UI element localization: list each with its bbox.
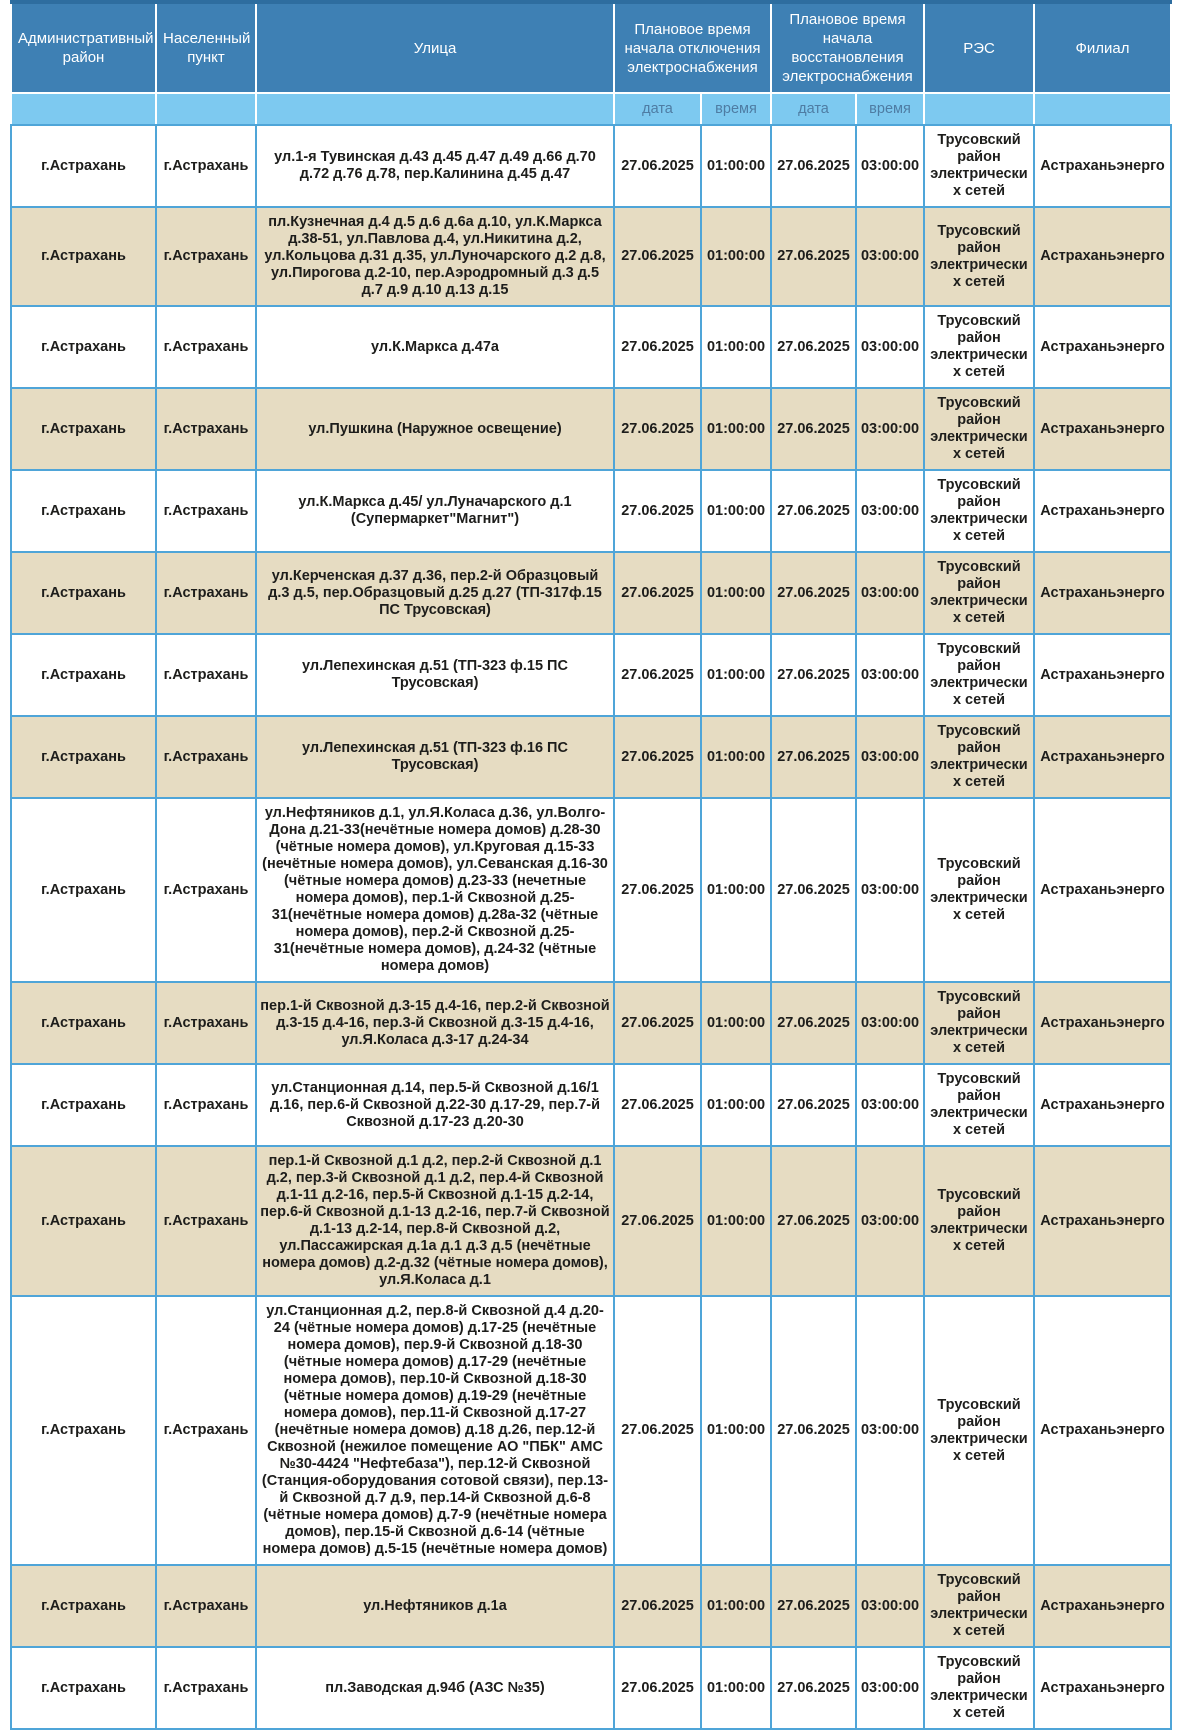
cell-district: г.Астрахань xyxy=(11,982,156,1064)
cell-branch: Астраханьэнерго xyxy=(1034,716,1171,798)
cell-district: г.Астрахань xyxy=(11,207,156,306)
cell-outage-date: 27.06.2025 xyxy=(614,125,701,207)
cell-res: Трусовский район электрических сетей xyxy=(924,1296,1034,1565)
subheader-spacer-settlement xyxy=(156,93,256,125)
table-row xyxy=(11,1296,1171,1565)
cell-restore-time: 03:00:00 xyxy=(856,1146,924,1296)
cell-branch: Астраханьэнерго xyxy=(1034,1565,1171,1647)
cell-branch: Астраханьэнерго xyxy=(1034,1146,1171,1296)
cell-settlement: г.Астрахань xyxy=(156,1146,256,1296)
cell-restore-date: 27.06.2025 xyxy=(771,798,856,982)
cell-outage-date: 27.06.2025 xyxy=(614,1296,701,1565)
cell-restore-date: 27.06.2025 xyxy=(771,1647,856,1729)
cell-outage-date: 27.06.2025 xyxy=(614,1565,701,1647)
cell-street: ул.Лепехинская д.51 (ТП-323 ф.15 ПС Трусовская) xyxy=(256,634,614,716)
cell-restore-time: 03:00:00 xyxy=(856,798,924,982)
cell-settlement: г.Астрахань xyxy=(156,1647,256,1729)
cell-restore-time: 03:00:00 xyxy=(856,552,924,634)
cell-restore-date: 27.06.2025 xyxy=(771,207,856,306)
cell-restore-time: 03:00:00 xyxy=(856,1296,924,1565)
cell-street: ул.Пушкина (Наружное освещение) xyxy=(256,388,614,470)
cell-outage-date: 27.06.2025 xyxy=(614,1146,701,1296)
cell-street: ул.Лепехинская д.51 (ТП-323 ф.16 ПС Трусовская) xyxy=(256,716,614,798)
cell-outage-date: 27.06.2025 xyxy=(614,306,701,388)
cell-outage-time: 01:00:00 xyxy=(701,1064,771,1146)
col-header-settlement: Населенный пункт xyxy=(156,2,256,93)
cell-res: Трусовский район электрических сетей xyxy=(924,552,1034,634)
cell-outage-date: 27.06.2025 xyxy=(614,1064,701,1146)
cell-restore-time: 03:00:00 xyxy=(856,982,924,1064)
cell-district: г.Астрахань xyxy=(11,1146,156,1296)
cell-street: пер.1-й Сквозной д.1 д.2, пер.2-й Сквозной д.1 д.2, пер.3-й Сквозной д.1 д.2, пер.4-й Сквозной д.1-11 д.2-16, пер.5-й Сквозной д.1-15 д.2-14, пер.6-й Сквозной д.1-13 д.2-16, пер.7-й Сквозной д.1-13 д.2-14, пер.8-й Сквозной д.2, ул.Пассажирская д.1а д.1 д.3 д.5 (нечётные номера домов) д.2-д.32 (чётные номера домов), ул.Я.Коласа д.1 xyxy=(256,1146,614,1296)
cell-restore-date: 27.06.2025 xyxy=(771,470,856,552)
cell-settlement: г.Астрахань xyxy=(156,306,256,388)
cell-street: ул.Керченская д.37 д.36, пер.2-й Образцовый д.3 д.5, пер.Образцовый д.25 д.27 (ТП-317ф.15 ПС Трусовская) xyxy=(256,552,614,634)
cell-district: г.Астрахань xyxy=(11,798,156,982)
cell-street: ул.Станционная д.2, пер.8-й Сквозной д.4 д.20-24 (чётные номера домов) д.17-25 (нечётные номера домов), пер.9-й Сквозной д.18-30 (чётные номера домов) д.17-29 (нечётные номера домов), пер.10-й Сквозной д.18-30 (чётные номера домов) д.19-29 (нечётные номера домов), пер.11-й Сквозной д.17-27 (нечётные номера домов) д.18 д.26, пер.12-й Сквозной (нежилое помещение АО "ПБК" АМС №30-4424 "Нефтебаза"), пер.12-й Сквозной (Станция-оборудования сотовой связи), пер.13-й Сквозной д.7 д.9, пер.14-й Сквозной д.6-8 (чётные номера домов) д.7-9 (нечётные номера домов), пер.15-й Сквозной д.6-14 (чётные номера домов) д.5-15 (нечётные номера домов) xyxy=(256,1296,614,1565)
table-row xyxy=(11,982,1171,1064)
cell-settlement: г.Астрахань xyxy=(156,798,256,982)
cell-restore-time: 03:00:00 xyxy=(856,1064,924,1146)
cell-district: г.Астрахань xyxy=(11,1565,156,1647)
cell-outage-time: 01:00:00 xyxy=(701,552,771,634)
cell-restore-date: 27.06.2025 xyxy=(771,1146,856,1296)
cell-district: г.Астрахань xyxy=(11,125,156,207)
table-row xyxy=(11,125,1171,207)
cell-district: г.Астрахань xyxy=(11,552,156,634)
table-row xyxy=(11,207,1171,306)
cell-outage-date: 27.06.2025 xyxy=(614,552,701,634)
cell-outage-time: 01:00:00 xyxy=(701,125,771,207)
cell-district: г.Астрахань xyxy=(11,634,156,716)
cell-branch: Астраханьэнерго xyxy=(1034,1064,1171,1146)
cell-settlement: г.Астрахань xyxy=(156,552,256,634)
cell-branch: Астраханьэнерго xyxy=(1034,1647,1171,1729)
cell-res: Трусовский район электрических сетей xyxy=(924,798,1034,982)
cell-branch: Астраханьэнерго xyxy=(1034,470,1171,552)
cell-res: Трусовский район электрических сетей xyxy=(924,982,1034,1064)
cell-settlement: г.Астрахань xyxy=(156,470,256,552)
cell-restore-date: 27.06.2025 xyxy=(771,1565,856,1647)
cell-res: Трусовский район электрических сетей xyxy=(924,634,1034,716)
cell-outage-time: 01:00:00 xyxy=(701,207,771,306)
subheader-spacer-res xyxy=(924,93,1034,125)
cell-settlement: г.Астрахань xyxy=(156,125,256,207)
cell-street: ул.Нефтяников д.1, ул.Я.Коласа д.36, ул.Волго-Дона д.21-33(нечётные номера домов) д.28-30 (чётные номера домов), ул.Круговая д.15-33 (нечётные номера домов), ул.Севанская д.16-30 (чётные номера домов) д.23-33 (нечетные номера домов), пер.1-й Сквозной д.25-31(нечётные номера домов) д.28а-32 (чётные номера домов), пер.2-й Сквозной д.25-31(нечётные номера домов), д.24-32 (чётные номера домов) xyxy=(256,798,614,982)
cell-branch: Астраханьэнерго xyxy=(1034,982,1171,1064)
cell-district: г.Астрахань xyxy=(11,388,156,470)
cell-restore-time: 03:00:00 xyxy=(856,306,924,388)
subheader-outage-date: дата xyxy=(614,93,701,125)
cell-restore-date: 27.06.2025 xyxy=(771,716,856,798)
cell-restore-date: 27.06.2025 xyxy=(771,388,856,470)
cell-district: г.Астрахань xyxy=(11,1296,156,1565)
cell-restore-time: 03:00:00 xyxy=(856,716,924,798)
cell-settlement: г.Астрахань xyxy=(156,716,256,798)
cell-res: Трусовский район электрических сетей xyxy=(924,1647,1034,1729)
cell-res: Трусовский район электрических сетей xyxy=(924,207,1034,306)
table-row xyxy=(11,716,1171,798)
cell-settlement: г.Астрахань xyxy=(156,1565,256,1647)
cell-restore-time: 03:00:00 xyxy=(856,1565,924,1647)
cell-restore-time: 03:00:00 xyxy=(856,634,924,716)
subheader-spacer-district xyxy=(11,93,156,125)
table-row xyxy=(11,634,1171,716)
cell-street: ул.Нефтяников д.1а xyxy=(256,1565,614,1647)
col-header-restore-group: Плановое время начала восстановления электроснабжения xyxy=(771,2,924,93)
subheader-outage-time: время xyxy=(701,93,771,125)
header-row-sub xyxy=(11,93,1171,125)
cell-street: ул.Станционная д.14, пер.5-й Сквозной д.16/1 д.16, пер.6-й Сквозной д.22-30 д.17-29, пер.7-й Сквозной д.17-23 д.20-30 xyxy=(256,1064,614,1146)
cell-res: Трусовский район электрических сетей xyxy=(924,388,1034,470)
cell-outage-time: 01:00:00 xyxy=(701,1647,771,1729)
cell-restore-date: 27.06.2025 xyxy=(771,982,856,1064)
cell-outage-time: 01:00:00 xyxy=(701,716,771,798)
cell-restore-time: 03:00:00 xyxy=(856,1647,924,1729)
cell-district: г.Астрахань xyxy=(11,1064,156,1146)
cell-restore-date: 27.06.2025 xyxy=(771,125,856,207)
cell-outage-date: 27.06.2025 xyxy=(614,1647,701,1729)
cell-branch: Астраханьэнерго xyxy=(1034,207,1171,306)
table-row xyxy=(11,306,1171,388)
cell-res: Трусовский район электрических сетей xyxy=(924,306,1034,388)
cell-settlement: г.Астрахань xyxy=(156,1064,256,1146)
col-header-district: Административный район xyxy=(11,2,156,93)
table-body xyxy=(11,125,1171,1729)
cell-settlement: г.Астрахань xyxy=(156,388,256,470)
cell-outage-date: 27.06.2025 xyxy=(614,388,701,470)
cell-settlement: г.Астрахань xyxy=(156,207,256,306)
cell-outage-date: 27.06.2025 xyxy=(614,982,701,1064)
cell-outage-time: 01:00:00 xyxy=(701,982,771,1064)
cell-outage-time: 01:00:00 xyxy=(701,306,771,388)
cell-res: Трусовский район электрических сетей xyxy=(924,470,1034,552)
cell-res: Трусовский район электрических сетей xyxy=(924,125,1034,207)
cell-outage-date: 27.06.2025 xyxy=(614,798,701,982)
cell-outage-time: 01:00:00 xyxy=(701,1296,771,1565)
cell-settlement: г.Астрахань xyxy=(156,1296,256,1565)
col-header-branch: Филиал xyxy=(1034,2,1171,93)
cell-branch: Астраханьэнерго xyxy=(1034,125,1171,207)
cell-restore-date: 27.06.2025 xyxy=(771,1296,856,1565)
cell-restore-time: 03:00:00 xyxy=(856,125,924,207)
table-row xyxy=(11,470,1171,552)
cell-outage-time: 01:00:00 xyxy=(701,798,771,982)
table-row xyxy=(11,1064,1171,1146)
cell-street: ул.К.Маркса д.45/ ул.Луначарского д.1 (Супермаркет"Магнит") xyxy=(256,470,614,552)
cell-restore-date: 27.06.2025 xyxy=(771,634,856,716)
cell-outage-date: 27.06.2025 xyxy=(614,470,701,552)
cell-restore-date: 27.06.2025 xyxy=(771,1064,856,1146)
cell-street: пер.1-й Сквозной д.3-15 д.4-16, пер.2-й Сквозной д.3-15 д.4-16, пер.3-й Сквозной д.3-15 д.4-16, ул.Я.Коласа д.3-17 д.24-34 xyxy=(256,982,614,1064)
cell-branch: Астраханьэнерго xyxy=(1034,1296,1171,1565)
cell-restore-time: 03:00:00 xyxy=(856,207,924,306)
cell-res: Трусовский район электрических сетей xyxy=(924,1064,1034,1146)
subheader-spacer-branch xyxy=(1034,93,1171,125)
cell-settlement: г.Астрахань xyxy=(156,634,256,716)
cell-settlement: г.Астрахань xyxy=(156,982,256,1064)
cell-branch: Астраханьэнерго xyxy=(1034,798,1171,982)
subheader-spacer-street xyxy=(256,93,614,125)
col-header-res: РЭС xyxy=(924,2,1034,93)
table-row xyxy=(11,388,1171,470)
cell-district: г.Астрахань xyxy=(11,1647,156,1729)
cell-branch: Астраханьэнерго xyxy=(1034,388,1171,470)
subheader-restore-time: время xyxy=(856,93,924,125)
cell-district: г.Астрахань xyxy=(11,716,156,798)
cell-res: Трусовский район электрических сетей xyxy=(924,1565,1034,1647)
header-row-main xyxy=(11,2,1171,93)
table-header xyxy=(11,2,1171,125)
cell-street: ул.1-я Тувинская д.43 д.45 д.47 д.49 д.66 д.70 д.72 д.76 д.78, пер.Калинина д.45 д.47 xyxy=(256,125,614,207)
col-header-street: Улица xyxy=(256,2,614,93)
cell-outage-time: 01:00:00 xyxy=(701,634,771,716)
cell-restore-date: 27.06.2025 xyxy=(771,306,856,388)
cell-res: Трусовский район электрических сетей xyxy=(924,716,1034,798)
table-row xyxy=(11,552,1171,634)
cell-district: г.Астрахань xyxy=(11,470,156,552)
cell-branch: Астраханьэнерго xyxy=(1034,634,1171,716)
cell-outage-time: 01:00:00 xyxy=(701,1146,771,1296)
table-row xyxy=(11,1146,1171,1296)
cell-street: пл.Заводская д.94б (АЗС №35) xyxy=(256,1647,614,1729)
cell-restore-time: 03:00:00 xyxy=(856,388,924,470)
cell-branch: Астраханьэнерго xyxy=(1034,552,1171,634)
cell-res: Трусовский район электрических сетей xyxy=(924,1146,1034,1296)
cell-street: ул.К.Маркса д.47а xyxy=(256,306,614,388)
col-header-outage-group: Плановое время начала отключения электроснабжения xyxy=(614,2,771,93)
table-row xyxy=(11,1647,1171,1729)
cell-district: г.Астрахань xyxy=(11,306,156,388)
cell-outage-time: 01:00:00 xyxy=(701,1565,771,1647)
cell-restore-date: 27.06.2025 xyxy=(771,552,856,634)
table-row xyxy=(11,798,1171,982)
cell-street: пл.Кузнечная д.4 д.5 д.6 д.6а д.10, ул.К.Маркса д.38-51, ул.Павлова д.4, ул.Никитина д.2, ул.Кольцова д.31 д.35, ул.Луночарского д.2 д.8, ул.Пирогова д.2-10, пер.Аэродромный д.3 д.5 д.7 д.9 д.10 д.13 д.15 xyxy=(256,207,614,306)
cell-outage-time: 01:00:00 xyxy=(701,470,771,552)
cell-outage-date: 27.06.2025 xyxy=(614,634,701,716)
outage-schedule-table xyxy=(10,0,1172,1730)
subheader-restore-date: дата xyxy=(771,93,856,125)
cell-branch: Астраханьэнерго xyxy=(1034,306,1171,388)
table-row xyxy=(11,1565,1171,1647)
cell-restore-time: 03:00:00 xyxy=(856,470,924,552)
cell-outage-date: 27.06.2025 xyxy=(614,207,701,306)
cell-outage-date: 27.06.2025 xyxy=(614,716,701,798)
cell-outage-time: 01:00:00 xyxy=(701,388,771,470)
